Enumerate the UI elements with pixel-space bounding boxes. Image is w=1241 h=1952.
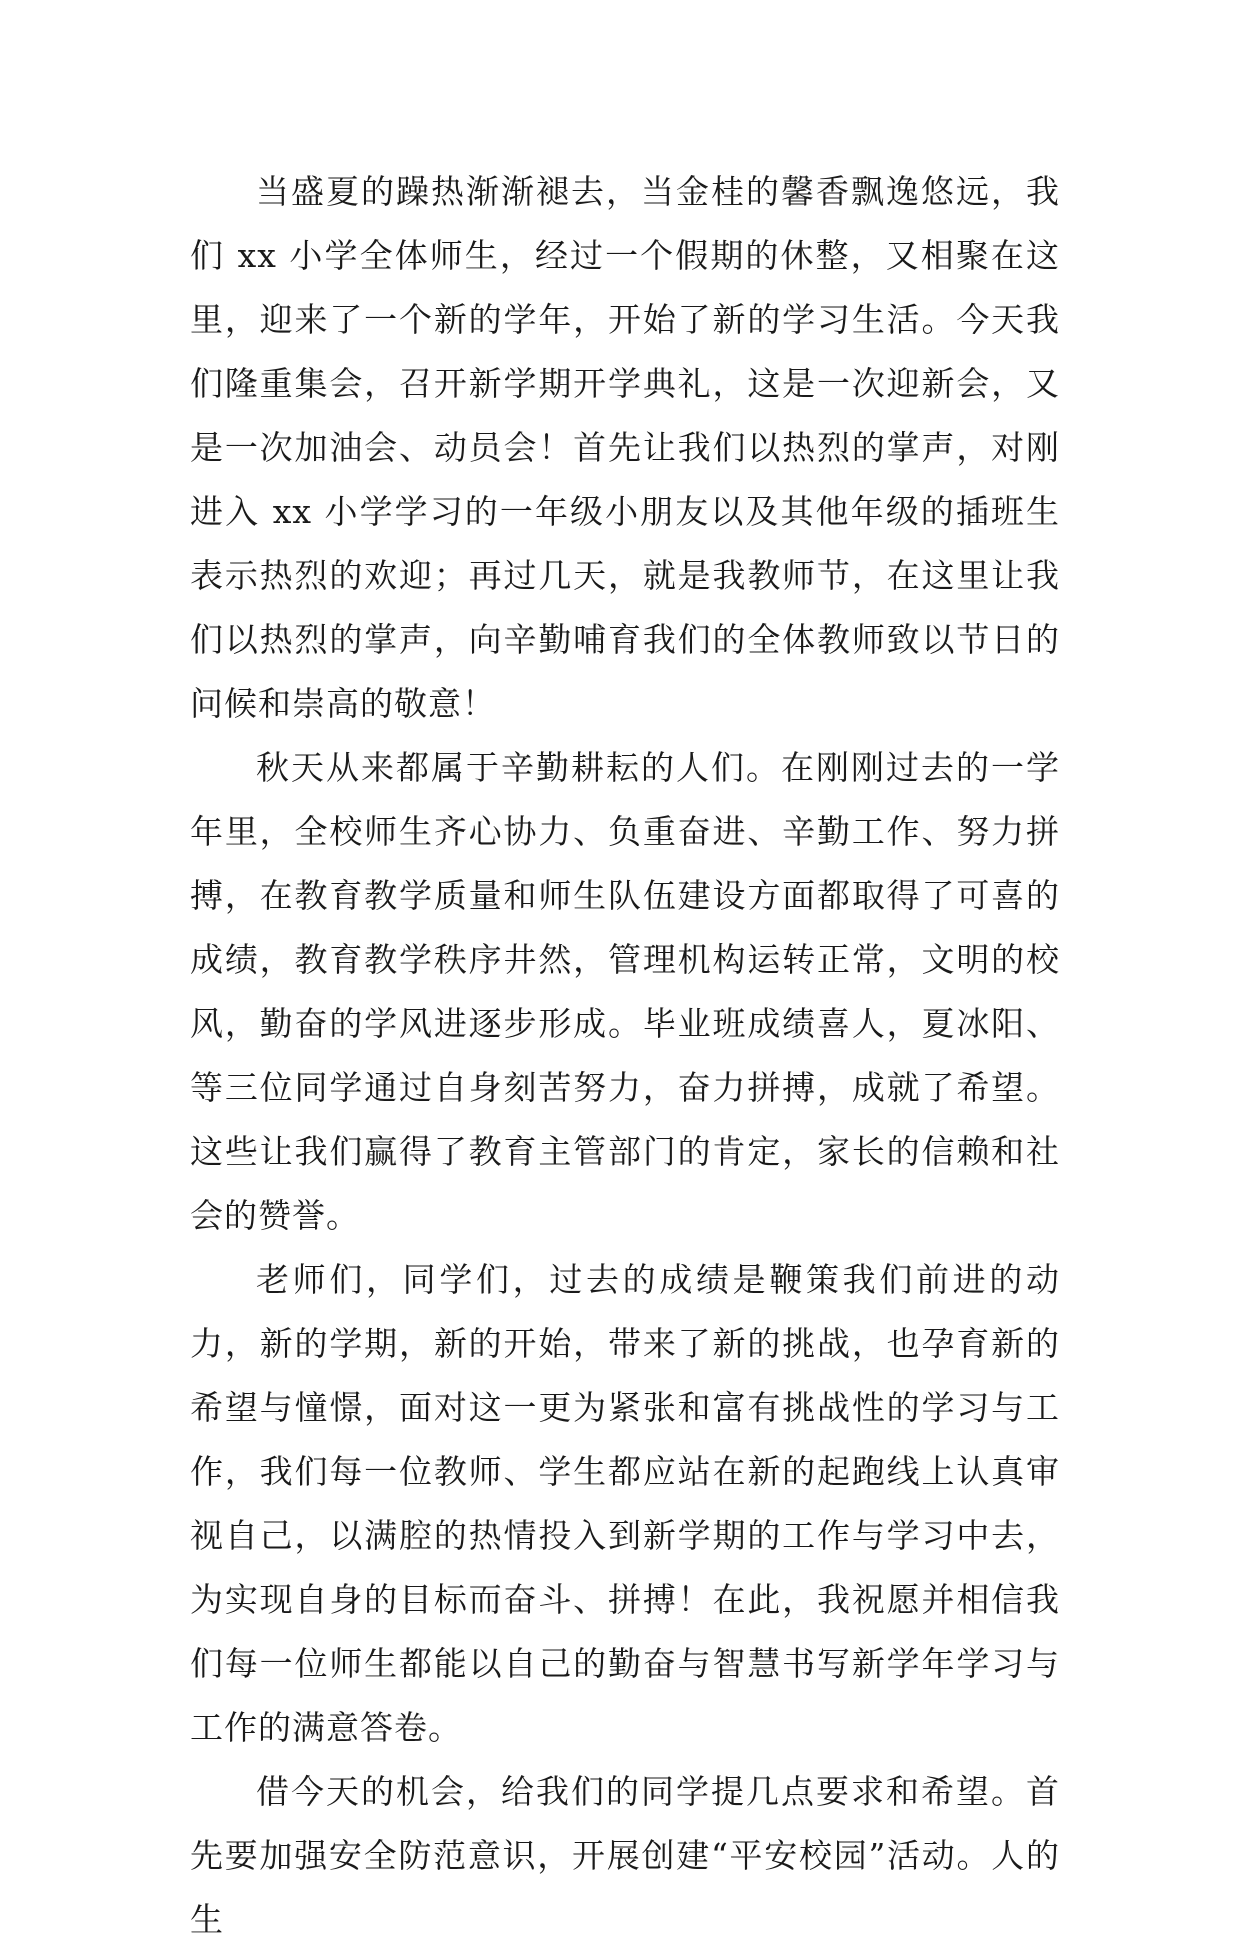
- document-body: [190, 160, 1060, 1952]
- paragraph-1: 当盛夏的躁热渐渐褪去，当金桂的馨香飘逸悠远，我们 xx 小学全体师生，经过一个假期的休整，又相聚在这里，迎来了一个新的学年，开始了新的学习生活。今天我们隆重集会，召开新学期开学典礼，这是一次迎新会，又是一次加油会、动员会！首先让我们以热烈的掌声，对刚进入 xx 小学学习的一年级小朋友以及其他年级的插班生表示热烈的欢迎；再过几天，就是我教师节，在这里让我们以热烈的掌声，向辛勤哺育我们的全体教师致以节日的问候和崇高的敬意！: [190, 172, 1060, 723]
- paragraph-3: 老师们，同学们，过去的成绩是鞭策我们前进的动力，新的学期，新的开始，带来了新的挑战，也孕育新的希望与憧憬，面对这一更为紧张和富有挑战性的学习与工作，我们每一位教师、学生都应站在新的起跑线上认真审视自己，以满腔的热情投入到新学期的工作与学习中去，为实现自身的目标而奋斗、拼搏！在此，我祝愿并相信我们每一位师生都能以自己的勤奋与智慧书写新学年学习与工作的满意答卷。: [190, 1260, 1060, 1747]
- paragraph-2: 秋天从来都属于辛勤耕耘的人们。在刚刚过去的一学年里，全校师生齐心协力、负重奋进、辛勤工作、努力拼搏，在教育教学质量和师生队伍建设方面都取得了可喜的成绩，教育教学秩序井然，管理机构运转正常，文明的校风，勤奋的学风进逐步形成。毕业班成绩喜人，夏冰阳、等三位同学通过自身刻苦努力，奋力拼搏，成就了希望。这些让我们赢得了教育主管部门的肯定，家长的信赖和社会的赞誉。: [190, 748, 1060, 1235]
- paragraph-4: 借今天的机会，给我们的同学提几点要求和希望。首先要加强安全防范意识，开展创建“平安校园”活动。人的生: [190, 1772, 1060, 1939]
